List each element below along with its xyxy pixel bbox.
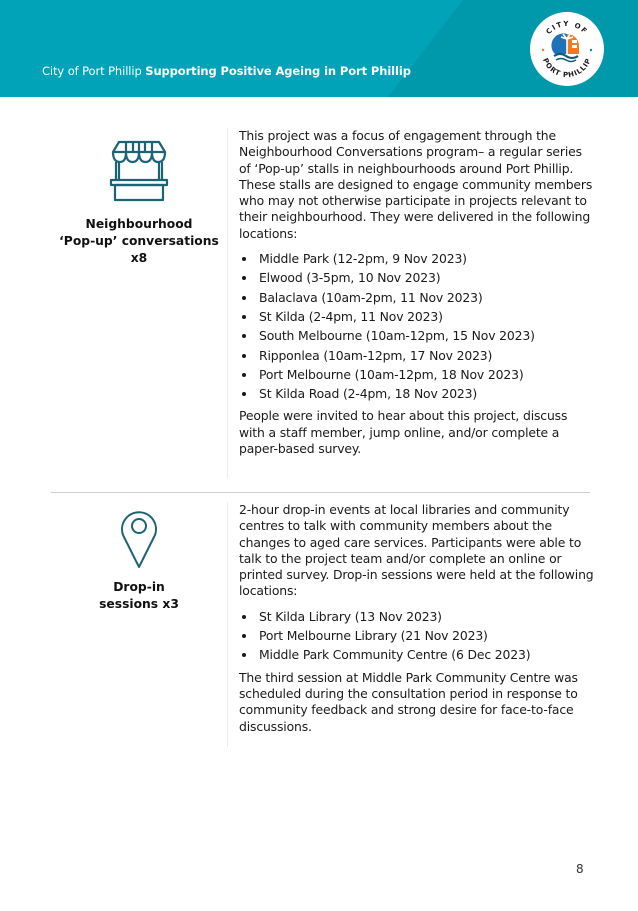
- label-line: Drop-in: [113, 580, 165, 594]
- section-divider: [51, 492, 590, 493]
- list-item: Balaclava (10am-2pm, 11 Nov 2023): [239, 288, 594, 307]
- column-divider: [227, 502, 228, 747]
- list-item: St Kilda Road (2-4pm, 18 Nov 2023): [239, 384, 594, 403]
- header-org-name: City of Port Phillip: [42, 64, 142, 78]
- list-item: Elwood (3-5pm, 10 Nov 2023): [239, 268, 594, 287]
- svg-text:PORT PHILLIP: PORT PHILLIP: [541, 56, 593, 80]
- page-number: 8: [576, 862, 584, 876]
- list-item: Port Melbourne (10am-12pm, 18 Nov 2023): [239, 365, 594, 384]
- list-item: Middle Park Community Centre (6 Dec 2023): [239, 645, 594, 664]
- market-stall-icon: [51, 138, 227, 202]
- list-item: South Melbourne (10am-12pm, 15 Nov 2023): [239, 326, 594, 345]
- section-text: [239, 502, 594, 735]
- label-line: ‘Pop-up’ conversations: [59, 234, 219, 248]
- section-label: [51, 216, 227, 267]
- label-line: sessions x3: [99, 597, 179, 611]
- label-line: Neighbourhood: [85, 217, 193, 231]
- column-divider: [227, 128, 228, 478]
- list-item: Port Melbourne Library (21 Nov 2023): [239, 626, 594, 645]
- svg-text:CITY OF: CITY OF: [544, 19, 590, 37]
- label-line: x8: [130, 251, 148, 265]
- section-text: [239, 128, 594, 457]
- section-label: [51, 579, 227, 613]
- list-item: Middle Park (12-2pm, 9 Nov 2023): [239, 249, 594, 268]
- section-outro: The third session at Middle Park Community Centre was scheduled during the consultation period in response to community feedback and strong desire for face-to-face discussions.: [239, 669, 578, 734]
- section-intro: This project was a focus of engagement through the Neighbourhood Conversations program– a regular series of ‘Pop-up’ stalls in neighbourhoods around Port Phillip. These stalls are designed to engage community members who may not otherwise participate in projects relevant to their neighbourhood. They were delivered in the following locations:: [239, 128, 593, 241]
- list-item: Ripponlea (10am-12pm, 17 Nov 2023): [239, 346, 594, 365]
- list-item: St Kilda (2-4pm, 11 Nov 2023): [239, 307, 594, 326]
- city-of-port-phillip-logo-icon: [530, 12, 604, 86]
- location-pin-icon: [51, 507, 227, 569]
- location-list: [239, 607, 594, 665]
- section-drop-in-sessions: [51, 502, 594, 747]
- section-outro: People were invited to hear about this project, discuss with a staff member, jump online, and/or complete a paper-based survey.: [239, 408, 568, 457]
- section-intro: 2-hour drop-in events at local libraries and community centres to talk with community members about the changes to aged care services. Participants were able to talk to the project team and/or complete an online or printed survey. Drop-in sessions were held at the following locations:: [239, 502, 594, 599]
- header-title: [42, 64, 411, 78]
- location-list: [239, 249, 594, 403]
- section-icon-column: [51, 128, 227, 267]
- section-icon-column: [51, 502, 227, 613]
- list-item: St Kilda Library (13 Nov 2023): [239, 607, 594, 626]
- section-popup-conversations: [51, 128, 593, 478]
- header-doc-title: Supporting Positive Ageing in Port Phillip: [145, 64, 411, 78]
- page-header-banner: [0, 0, 638, 97]
